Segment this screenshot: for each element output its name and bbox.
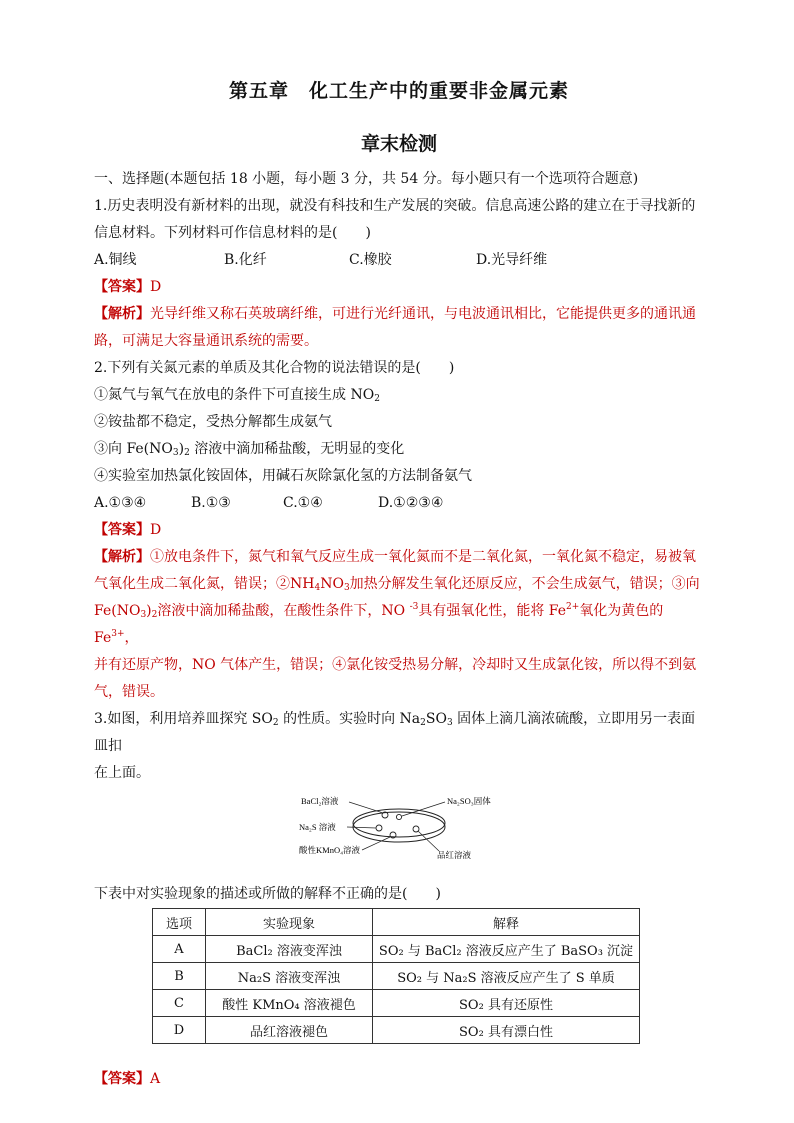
q2-option-a: A.①③④ [94,495,147,511]
table-row [153,1017,640,1044]
q1-analysis-text1: 光导纤维又称石英玻璃纤维，可进行光纤通讯，与电波通讯相比，它能提供更多的通讯通 [150,306,696,322]
q1-stem-line2: 信息材料。下列材料可作信息材料的是( ) [94,225,371,241]
table-cell: B [153,963,206,990]
q2-options [94,490,704,517]
label-kmno4: 酸性KMnO₄溶液 [299,845,361,855]
q3-answer-value: A [150,1071,161,1087]
q2-stem: 2.下列有关氮元素的单质及其化合物的说法错误的是( ) [94,360,455,376]
q1-answer-value: D [150,279,162,295]
petri-dish-figure [94,793,704,859]
q3-answer: 【答案】A [94,1071,161,1087]
table-cell: 品红溶液褪色 [206,1017,373,1044]
table-cell: 酸性 KMnO₄ 溶液褪色 [206,990,373,1017]
q1-analysis-text2: 路，可满足大容量通讯系统的需要。 [94,333,318,349]
table-header-row [153,909,640,936]
q1-option-c: C.橡胶 [349,252,392,268]
q2-analysis-line2: 气氧化生成二氧化氮，错误；$②NH_4NO_3$加热分解发生氧化还原反应，不会生成氨气，错误；③向 [94,576,700,593]
q1-options [94,247,704,274]
q1-analysis [94,301,704,328]
q2-statement-3: ③向 $Fe(NO_3)_2$ 溶液中滴加稀盐酸，无明显的变化 [94,441,405,458]
table-header-cell: 解释 [373,909,640,936]
q1-option-d: D.光导纤维 [476,252,548,268]
q2-analysis-line1: 【解析】①放电条件下，氮气和氧气反应生成一氧化氮而不是二氧化氮，一氧化氮不稳定，易被氧 [94,549,696,565]
table-cell: SO₂ 具有漂白性 [373,1017,640,1044]
analysis-tag: 【解析】 [94,306,150,322]
table-header-cell: 实验现象 [206,909,373,936]
label-pinhong: 品红溶液 [437,850,472,859]
table-cell: Na₂S 溶液变浑浊 [206,963,373,990]
table-row [153,963,640,990]
q2-answer-value: D [150,522,162,538]
table-cell: SO₂ 与 Na₂S 溶液反应产生了 S 单质 [373,963,640,990]
table-row [153,990,640,1017]
petri-dish-diagram [299,793,499,859]
label-na2so3: Na₂SO₃固体 [447,796,491,806]
q3-stem-line2: 在上面。 [94,765,150,781]
q2-analysis-line5: 气，错误。 [94,684,164,700]
section-heading: 一、选择题(本题包括 18 小题，每小题 3 分，共 54 分。每小题只有一个选项符合题意) [94,171,639,187]
q2-option-c: C.①④ [283,495,323,511]
table-cell: A [153,936,206,963]
q1-option-b: B.化纤 [224,252,267,268]
chapter-title: 第五章 化工生产中的重要非金属元素 [228,80,569,102]
q3-stem-line1: 3.如图，利用培养皿探究 $SO_2$ 的性质。实验时向 $Na_2SO_3$ 固体上滴几滴浓硫酸，立即用另一表面皿扣 [94,711,696,754]
na2so3-center [396,814,401,819]
q2-statement-1: ①氮气与氧气在放电的条件下可直接生成 $NO_2$ [94,387,380,404]
table-cell: BaCl₂ 溶液变浑浊 [206,936,373,963]
table-cell: SO₂ 具有还原性 [373,990,640,1017]
q1-stem-line1: 1.历史表明没有新材料的出现，就没有科技和生产发展的突破。信息高速公路的建立在于寻找新的 [94,198,696,214]
q2-statement-2: ②铵盐都不稳定，受热分解都生成氨气 [94,414,332,430]
table-header-cell: 选项 [153,909,206,936]
q2-option-d: D.①②③④ [378,495,444,511]
label-na2s: Na₂S 溶液 [299,822,336,832]
document-page [94,70,704,1093]
page-subtitle: 章末检测 [360,133,437,155]
q3-table [152,908,640,1044]
table-cell: SO₂ 与 BaCl₂ 溶液反应产生了 BaSO₃ 沉淀 [373,936,640,963]
q1-option-a: A.铜线 [94,252,137,268]
dish-inner-rim [353,809,445,837]
na2s-drop [376,825,382,831]
table-row [153,936,640,963]
q2-analysis-line3: $Fe(NO_3)_2$溶液中滴加稀盐酸，在酸性条件下，NO $^{-3}$具有强氧化性，能将 $Fe^{2+}$氧化为黄色的 $Fe^{3+}$， [94,602,664,646]
table-cell: D [153,1017,206,1044]
q2-option-b: B.①③ [191,495,231,511]
answer-tag: 【答案】 [94,279,150,295]
q2-statement-4: ④实验室加热氯化铵固体，用碱石灰除氯化氢的方法制备氨气 [94,468,472,484]
label-bacl2: BaCl₂溶液 [301,796,339,806]
q3-table-intro: 下表中对实验现象的描述或所做的解释不正确的是( ) [94,886,441,902]
q2-analysis-line4: 并有还原产物，NO 气体产生，错误；④氯化铵受热易分解，冷却时又生成氯化铵，所以得不到氨 [94,657,697,673]
q1-answer [94,274,704,301]
table-cell: C [153,990,206,1017]
q2-answer: 【答案】D [94,522,162,538]
